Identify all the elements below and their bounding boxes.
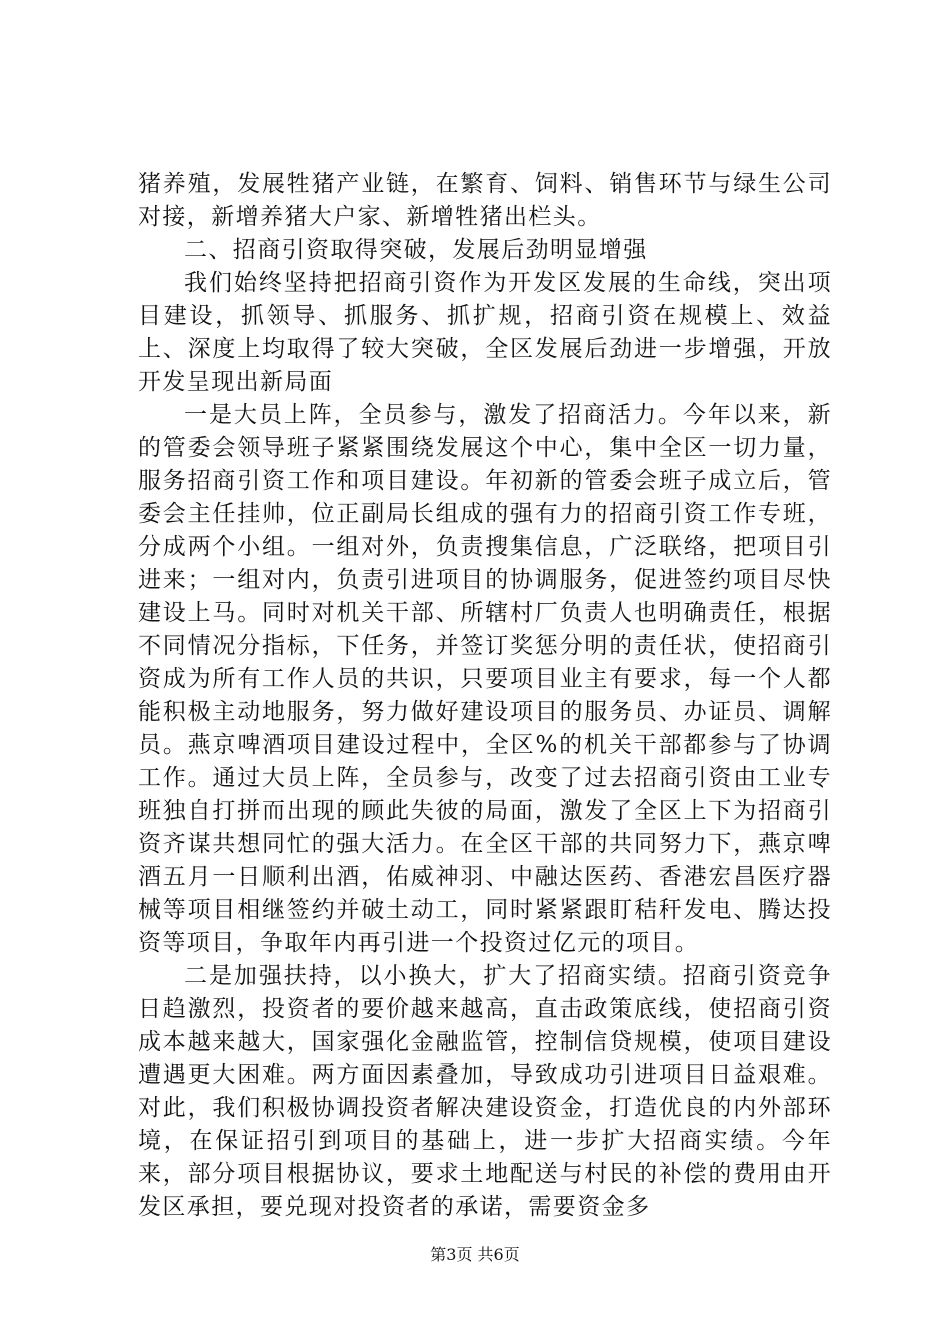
section-heading: 二、招商引资取得突破，发展后劲明显增强 xyxy=(184,237,648,263)
paragraph-intro: 我们始终坚持把招商引资作为开发区发展的生命线，突出项目建设，抓领导、抓服务、抓扩规，招商引资在规模上、效益上、深度上均取得了较大突破，全区发展后劲进一步增强，开放开发呈现出新局面 xyxy=(138,270,832,395)
paragraph-point-two: 二是加强扶持，以小换大，扩大了招商实绩。招商引资竞争日趋激烈，投资者的要价越来越高，直击政策底线，使招商引资成本越来越大，国家强化金融监管，控制信贷规模，使项目建设遭遇更大困难。两方面因素叠加，导致成功引进项目日益艰难。对此，我们积极协调投资者解决建设资金，打造优良的内外部环境，在保证招引到项目的基础上，进一步扩大招商实绩。今年来，部分项目根据协议，要求土地配送与村民的补偿的费用由开发区承担，要兑现对投资者的承诺，需要资金多 xyxy=(138,963,832,1220)
paragraph-continuation: 猪养殖，发展牲猪产业链，在繁育、饲料、销售环节与绿生公司对接，新增养猪大户家、新增牲猪出栏头。 xyxy=(138,171,832,230)
paragraph-point-one: 一是大员上阵，全员参与，激发了招商活力。今年以来，新的管委会领导班子紧紧围绕发展这个中心，集中全区一切力量，服务招商引资工作和项目建设。年初新的管委会班子成立后，管委会主任挂帅，位正副局长组成的强有力的招商引资工作专班，分成两个小组。一组对外，负责搜集信息，广泛联络，把项目引进来；一组对内，负责引进项目的协调服务，促进签约项目尽快建设上马。同时对机关干部、所辖村厂负责人也明确责任，根据不同情况分指标，下任务，并签订奖惩分明的责任状，使招商引资成为所有工作人员的共识，只要项目业主有要求，每一个人都能积极主动地服务，努力做好建设项目的服务员、办证员、调解员。燕京啤酒项目建设过程中，全区%的机关干部都参与了协调工作。通过大员上阵，全员参与，改变了过去招商引资由工业专班独自打拼而出现的顾此失彼的局面，激发了全区上下为招商引资齐谋共想同忙的强大活力。在全区干部的共同努力下，燕京啤酒五月一日顺利出酒，佑威神羽、中融达医药、香港宏昌医疗器械等项目相继签约并破土动工，同时紧紧跟盯秸秆发电、腾达投资等项目，争取年内再引进一个投资过亿元的项目。 xyxy=(138,402,832,956)
document-body xyxy=(138,168,832,1224)
page-number-footer: 第3页 共6页 xyxy=(430,1245,520,1264)
